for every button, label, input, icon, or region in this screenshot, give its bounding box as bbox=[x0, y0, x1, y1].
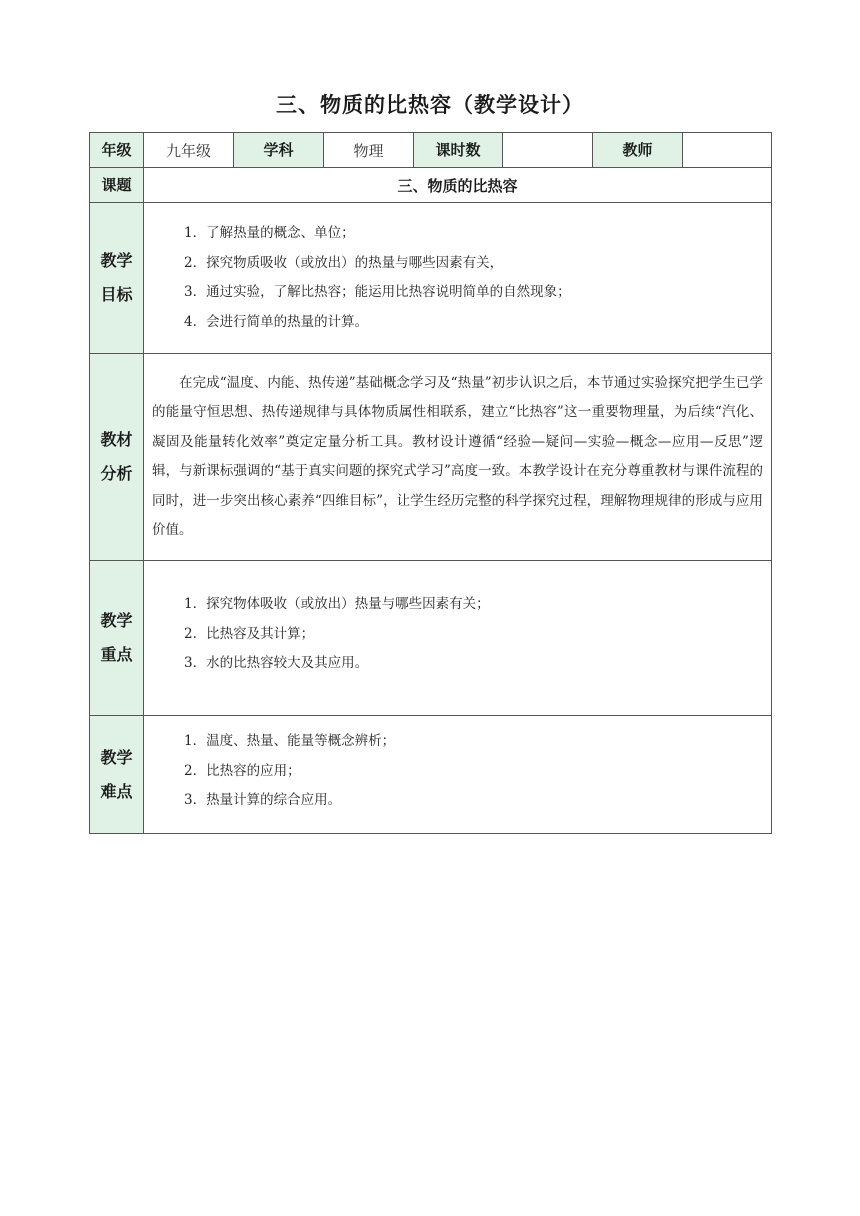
list-item: 3．通过实验，了解比热容；能运用比热容说明简单的自然现象； bbox=[184, 284, 571, 300]
objectives-label-line2: 目标 bbox=[100, 285, 133, 304]
list-item: 1．了解热量的概念、单位； bbox=[184, 225, 355, 241]
topic-row bbox=[90, 168, 772, 203]
objectives-list bbox=[144, 203, 772, 354]
analysis-label-line2: 分析 bbox=[100, 464, 133, 483]
list-item: 2．探究物质吸收（或放出）的热量与哪些因素有关， bbox=[184, 254, 504, 271]
analysis-label bbox=[90, 354, 144, 561]
teacher-label: 教师 bbox=[593, 133, 683, 168]
objectives-label-line1: 教学 bbox=[100, 251, 133, 270]
key-points-label-line1: 教学 bbox=[100, 611, 133, 630]
topic-label: 课题 bbox=[90, 168, 144, 203]
difficulties-list bbox=[144, 716, 772, 834]
list-item: 2．比热容的应用； bbox=[184, 762, 301, 779]
objectives-row bbox=[90, 203, 772, 354]
list-item: 4．会进行简单的热量的计算。 bbox=[184, 313, 369, 330]
topic-value: 三、物质的比热容 bbox=[144, 168, 772, 203]
key-points-list bbox=[144, 561, 772, 716]
hours-value bbox=[503, 133, 593, 168]
hours-label: 课时数 bbox=[414, 133, 503, 168]
difficulties-label-line1: 教学 bbox=[100, 747, 133, 767]
key-points-row bbox=[90, 561, 772, 716]
list-item: 3．热量计算的综合应用。 bbox=[184, 792, 342, 808]
subject-value: 物理 bbox=[324, 133, 414, 168]
lesson-plan-table bbox=[89, 132, 772, 834]
key-points-label bbox=[90, 561, 144, 716]
grade-value: 九年级 bbox=[144, 133, 234, 168]
list-item: 1．探究物体吸收（或放出）热量与哪些因素有关； bbox=[184, 596, 490, 612]
difficulties-row bbox=[90, 716, 772, 834]
info-row bbox=[90, 133, 772, 168]
objectives-label bbox=[90, 203, 144, 354]
document-title: 三、物质的比热容（教学设计） bbox=[276, 93, 584, 117]
list-item: 2．比热容及其计算； bbox=[184, 625, 315, 642]
analysis-row bbox=[90, 354, 772, 561]
list-item: 3．水的比热容较大及其应用。 bbox=[184, 655, 369, 671]
difficulties-label-line2: 难点 bbox=[100, 781, 133, 801]
grade-label: 年级 bbox=[90, 133, 144, 168]
analysis-text: 在完成“温度、内能、热传递”基础概念学习及“热量”初步认识之后，本节通过实验探究把学生已学的能量守恒思想、热传递规律与具体物质属性相联系，建立“比热容”这一重要物理量，为后续“汽化、凝固及能量转化效率”奠定定量分析工具。教材设计遵循“经验—疑问—实验—概念—应用—反思”逻辑，与新课标强调的“基于真实问题的探究式学习”高度一致。本教学设计在充分尊重教材与课件流程的同时，进一步突出核心素养“四维目标”，让学生经历完整的科学探究过程，理解物理规律的形成与应用价值。 bbox=[144, 354, 772, 561]
subject-label: 学科 bbox=[234, 133, 324, 168]
list-item: 1．温度、热量、能量等概念辨析； bbox=[184, 733, 396, 749]
teacher-value bbox=[683, 133, 772, 168]
difficulties-label bbox=[90, 716, 144, 834]
analysis-label-line1: 教材 bbox=[100, 430, 133, 449]
key-points-label-line2: 重点 bbox=[100, 645, 133, 664]
